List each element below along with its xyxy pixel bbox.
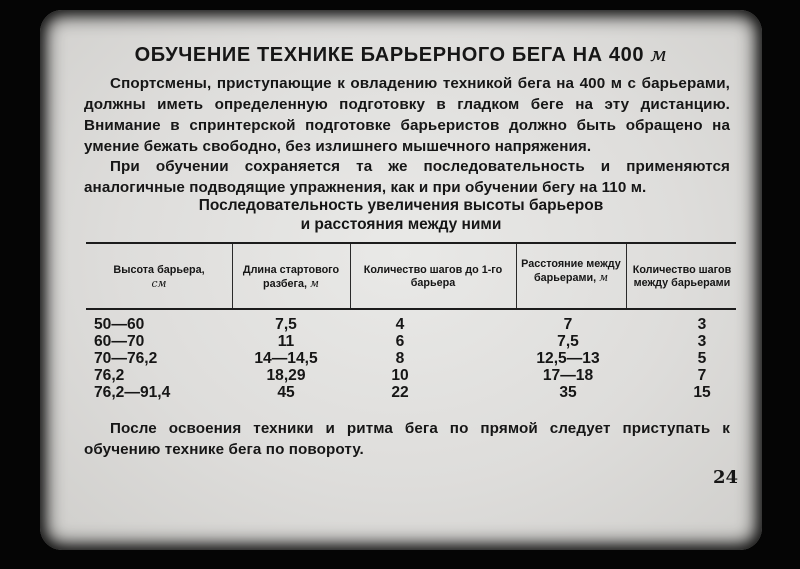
table-cell: 4 [395, 316, 405, 333]
header-run-up-length [232, 252, 350, 302]
table-cell: 14—14,5 [254, 350, 318, 367]
table-cell: 70—76,2 [94, 350, 158, 367]
header-steps-between [626, 252, 738, 302]
header-unit: м [599, 270, 609, 284]
table-cell: 3 [697, 316, 707, 333]
header-unit: м [310, 276, 319, 290]
table-cell: 50—60 [94, 316, 145, 333]
table-title [40, 196, 762, 234]
table-cell: 8 [395, 350, 405, 367]
header-text: Количество шагов до 1-го барьера [363, 264, 503, 289]
table-cell: 5 [697, 350, 707, 367]
second-paragraph: При обучении сохраняется та же последовательность и применяются аналогичные подводящие упражнения, как и при обучении бегу на 110 м. [84, 158, 730, 196]
header-text: Высота барьера, [113, 263, 205, 276]
header-hurdle-height [86, 252, 232, 302]
table-header-rule [86, 308, 736, 310]
column-distance-between [518, 316, 618, 401]
column-steps-to-first [350, 316, 450, 401]
header-unit: см [151, 276, 167, 290]
table-cell: 17—18 [542, 367, 594, 384]
table-cell: 76,2—91,4 [94, 384, 171, 401]
header-distance-between [516, 246, 626, 296]
table-cell: 7 [697, 367, 707, 384]
table-cell: 11 [277, 333, 295, 350]
table-top-rule [86, 242, 736, 244]
column-steps-between [652, 316, 752, 401]
table-cell: 45 [277, 384, 295, 401]
table-cell: 18,29 [266, 367, 306, 384]
slide-content [40, 10, 762, 550]
page-number: 24 [712, 467, 738, 488]
intro-paragraph: Спортсмены, приступающие к овладению техникой бега на 400 м с барьерами, должны иметь определенную подготовку в гладком беге на эту дистанцию. Внимание в спринтерской подготовке барьеристов должно быть обращено на умение бежать свободно, без излишнего мышечного напряжения. [84, 75, 730, 155]
table-title-line-2: и расстояния между ними [300, 216, 502, 233]
page-title [40, 42, 762, 67]
table-cell: 12,5—13 [536, 350, 600, 367]
slide-frame [40, 10, 762, 550]
title-text: ОБУЧЕНИЕ ТЕХНИКЕ БАРЬЕРНОГО БЕГА НА 400 [134, 44, 645, 66]
table-cell: 22 [391, 384, 409, 401]
table-cell: 35 [559, 384, 577, 401]
header-text: Расстояние между барьерами, [521, 257, 621, 284]
table-cell: 6 [395, 333, 405, 350]
closing-paragraph: После освоения техники и ритма бега по прямой следует приступать к обучению технике бега по повороту. [84, 420, 730, 458]
title-unit: м [650, 42, 668, 66]
header-text: Количество шагов между барьерами [632, 264, 732, 289]
table-cell: 3 [697, 333, 707, 350]
table-cell: 60—70 [94, 333, 145, 350]
table-cell: 15 [693, 384, 711, 401]
table-title-line-1: Последовательность увеличения высоты барьеров [198, 197, 604, 214]
table-cell: 10 [391, 367, 409, 384]
header-steps-to-first [350, 252, 516, 302]
header-text: Длина стартового разбега, [242, 263, 340, 290]
table-cell: 7 [563, 316, 573, 333]
table-cell: 7,5 [557, 333, 579, 350]
table-cell: 7,5 [275, 316, 297, 333]
table-cell: 76,2 [94, 367, 125, 384]
column-hurdle-height [94, 316, 170, 401]
column-run-up-length [236, 316, 336, 401]
